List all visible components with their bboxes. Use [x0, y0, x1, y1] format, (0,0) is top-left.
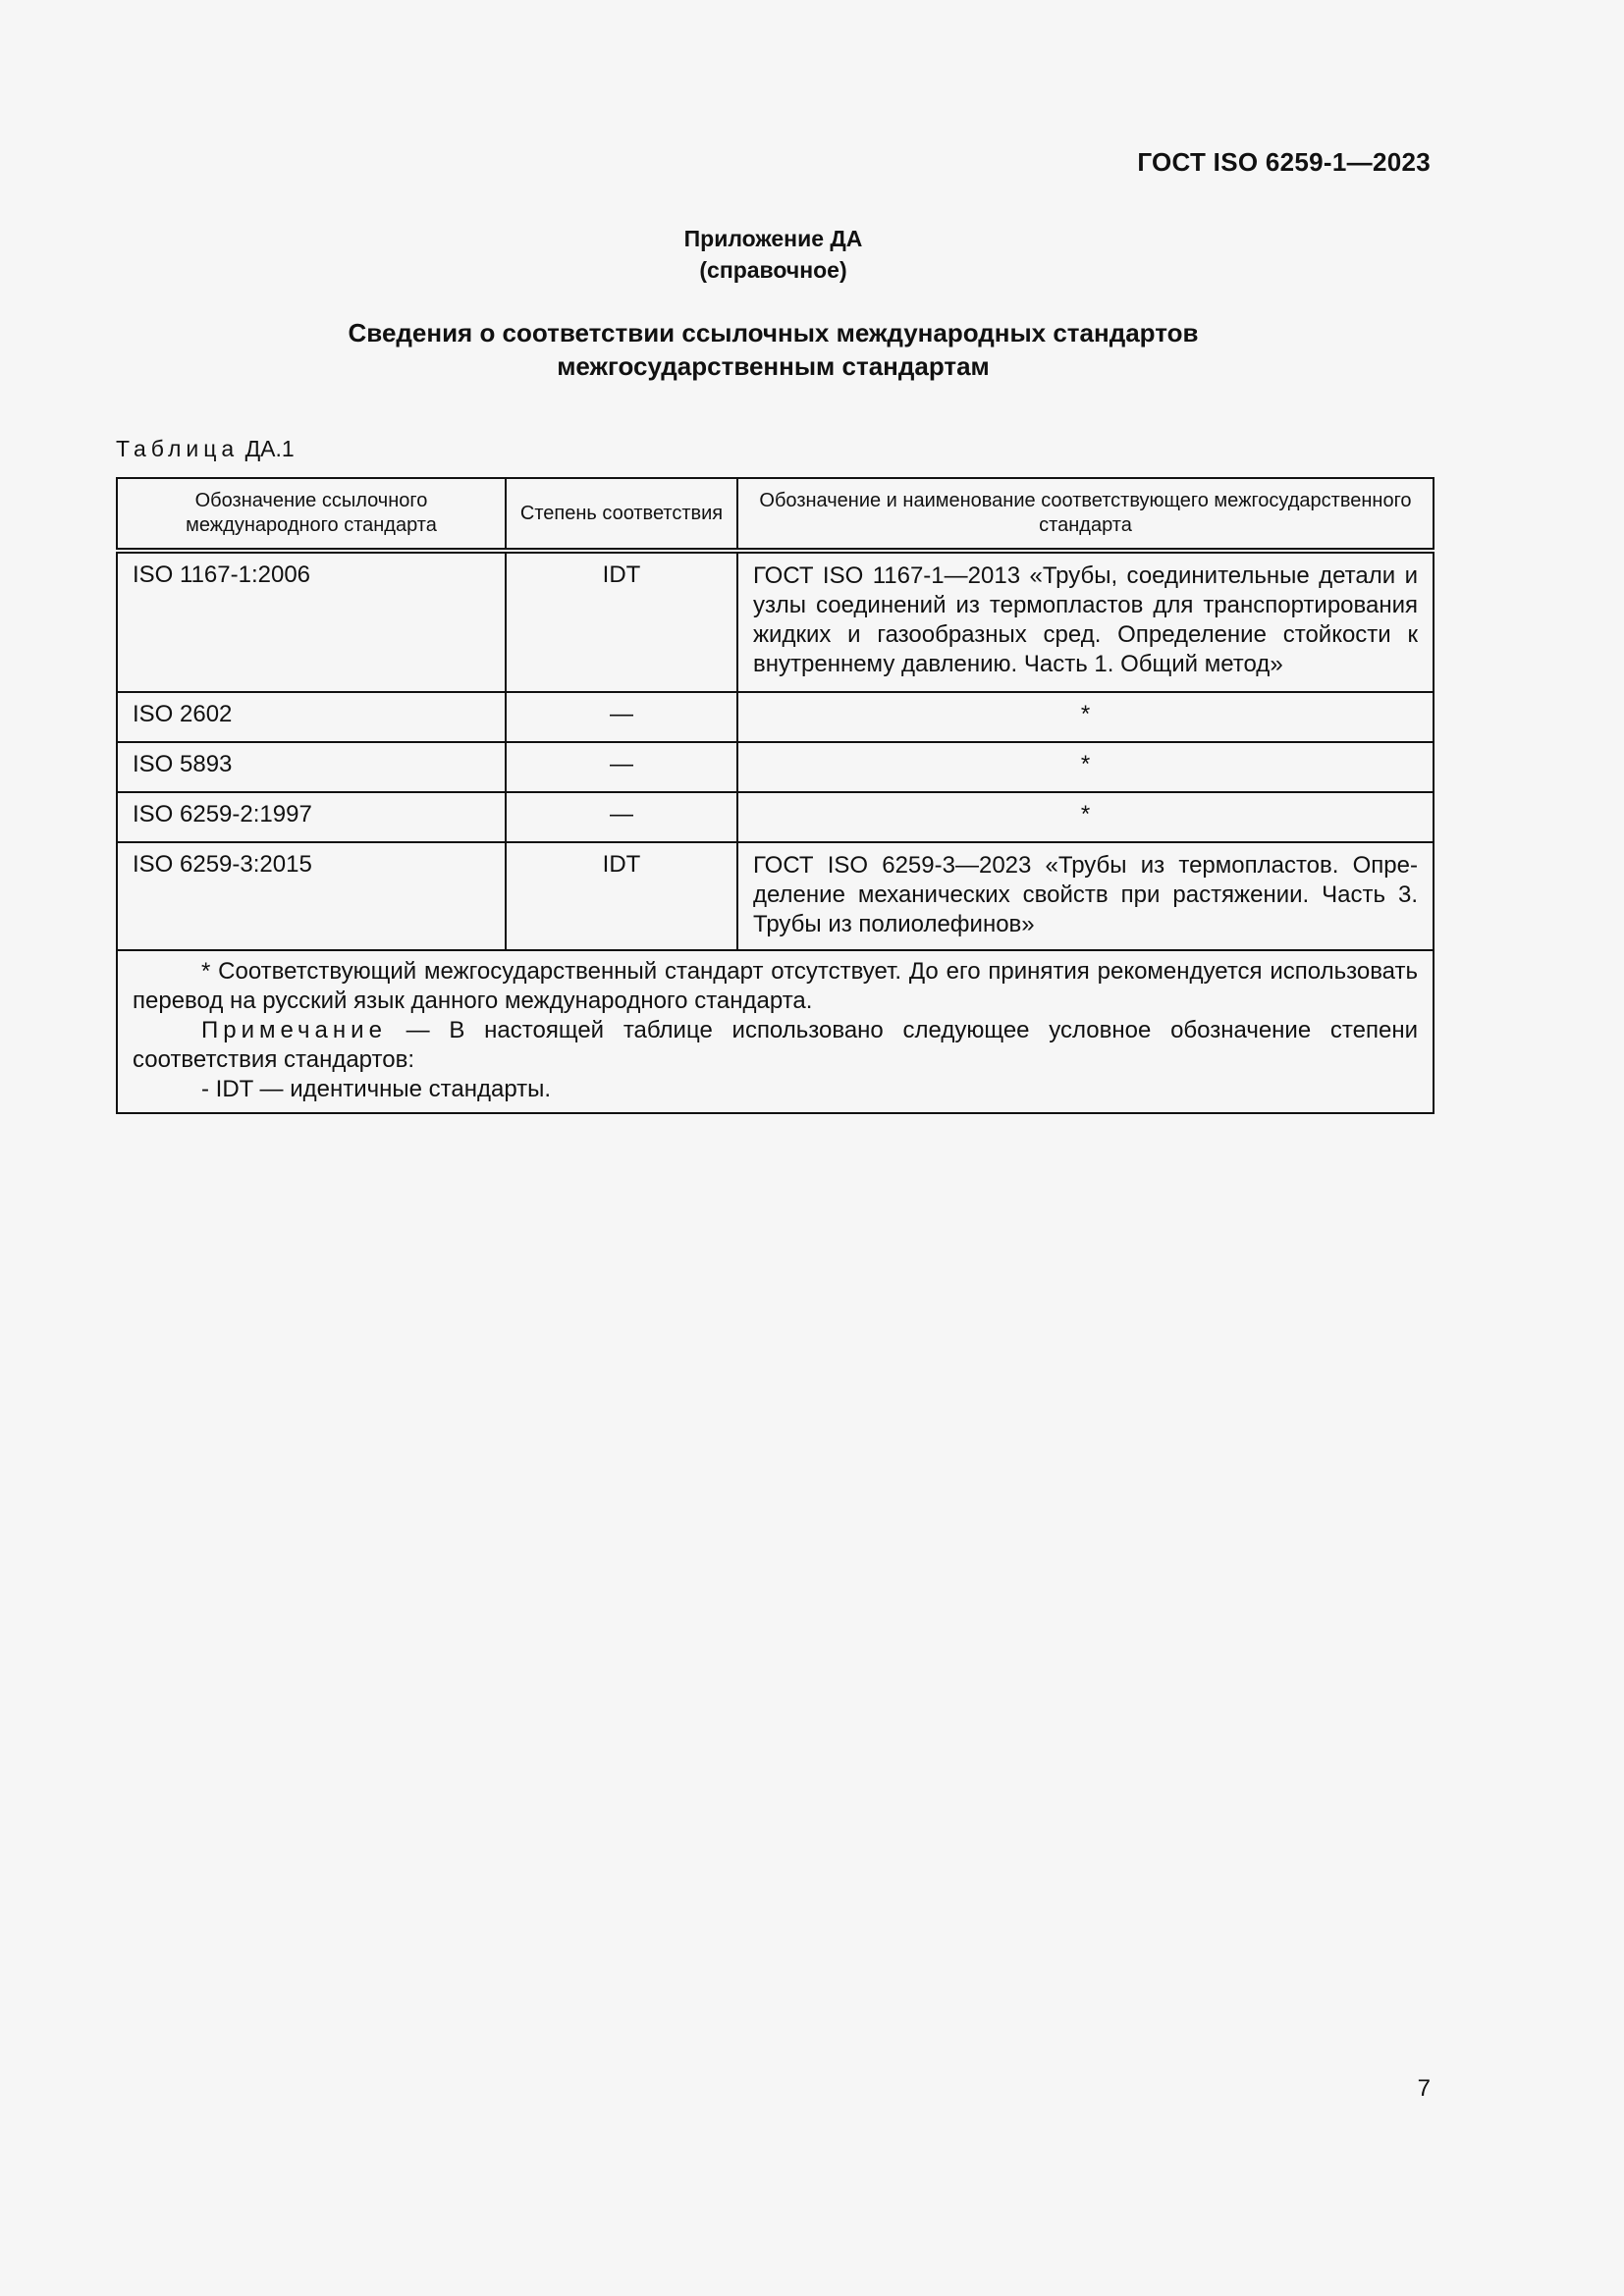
page-number: 7 [1417, 2075, 1431, 2102]
cell-interstate-standard: * [737, 692, 1434, 742]
correspondence-table [116, 477, 1435, 1114]
table-row [117, 551, 1434, 692]
cell-degree: IDT [506, 842, 737, 950]
column-header-degree: Степень соответствия [506, 478, 737, 551]
table-note [133, 1016, 1418, 1075]
cell-degree: — [506, 692, 737, 742]
table-caption [116, 436, 295, 462]
note-item: - IDT — идентичные стандарты. [201, 1076, 552, 1102]
table-notes-row [117, 950, 1434, 1113]
column-header-ref-standard: Обозначение ссылочного международного стандарта [117, 478, 506, 551]
appendix-subtitle: (справочное) [699, 257, 847, 283]
document-code: ГОСТ ISO 6259-1—2023 [1137, 147, 1431, 177]
cell-ref-standard: ISO 6259-2:1997 [117, 792, 506, 842]
cell-degree: — [506, 792, 737, 842]
cell-ref-standard: ISO 2602 [117, 692, 506, 742]
table-notes [117, 950, 1434, 1113]
table-caption-number: ДА.1 [244, 436, 295, 461]
cell-ref-standard: ISO 5893 [117, 742, 506, 792]
note-text: — В настоящей таблице использовано следующее условное обозначение степени соответствия стандартов: [133, 1017, 1418, 1073]
appendix-title: Приложение ДА [683, 226, 863, 251]
column-header-interstate-standard: Обозначение и наименование соответствующего межгосударственного стандарта [737, 478, 1434, 551]
cell-ref-standard: ISO 1167-1:2006 [117, 551, 506, 692]
cell-interstate-standard: ГОСТ ISO 1167-1—2013 «Трубы, соединительные детали и узлы соединений из термопластов для транспортирования жидких и газообразных сред. Определение стойкости к внутреннему давлению. Часть 1. Общий метод» [737, 551, 1434, 692]
table-row [117, 692, 1434, 742]
table-header-row [117, 478, 1434, 551]
appendix-heading-line-2: межгосударственным стандартам [557, 351, 990, 381]
table-caption-word: Таблица [116, 436, 240, 461]
appendix-heading-line-1: Сведения о соответствии ссылочных международных стандартов [348, 318, 1199, 347]
table-row [117, 842, 1434, 950]
cell-degree: — [506, 742, 737, 792]
note-label: Примечание [201, 1017, 387, 1043]
table-row [117, 792, 1434, 842]
cell-interstate-standard: * [737, 792, 1434, 842]
cell-interstate-standard: ГОСТ ISO 6259-3—2023 «Трубы из термопластов. Определение механических свойств при растяжении. Часть 3. Трубы из полиолефинов» [737, 842, 1434, 950]
cell-interstate-standard: * [737, 742, 1434, 792]
table-row [117, 742, 1434, 792]
cell-ref-standard: ISO 6259-3:2015 [117, 842, 506, 950]
table-footnote: * Соответствующий межгосударственный стандарт отсутствует. До его принятия рекомендуется использовать перевод на русский язык данного международного стандарта. [133, 958, 1418, 1014]
cell-degree: IDT [506, 551, 737, 692]
